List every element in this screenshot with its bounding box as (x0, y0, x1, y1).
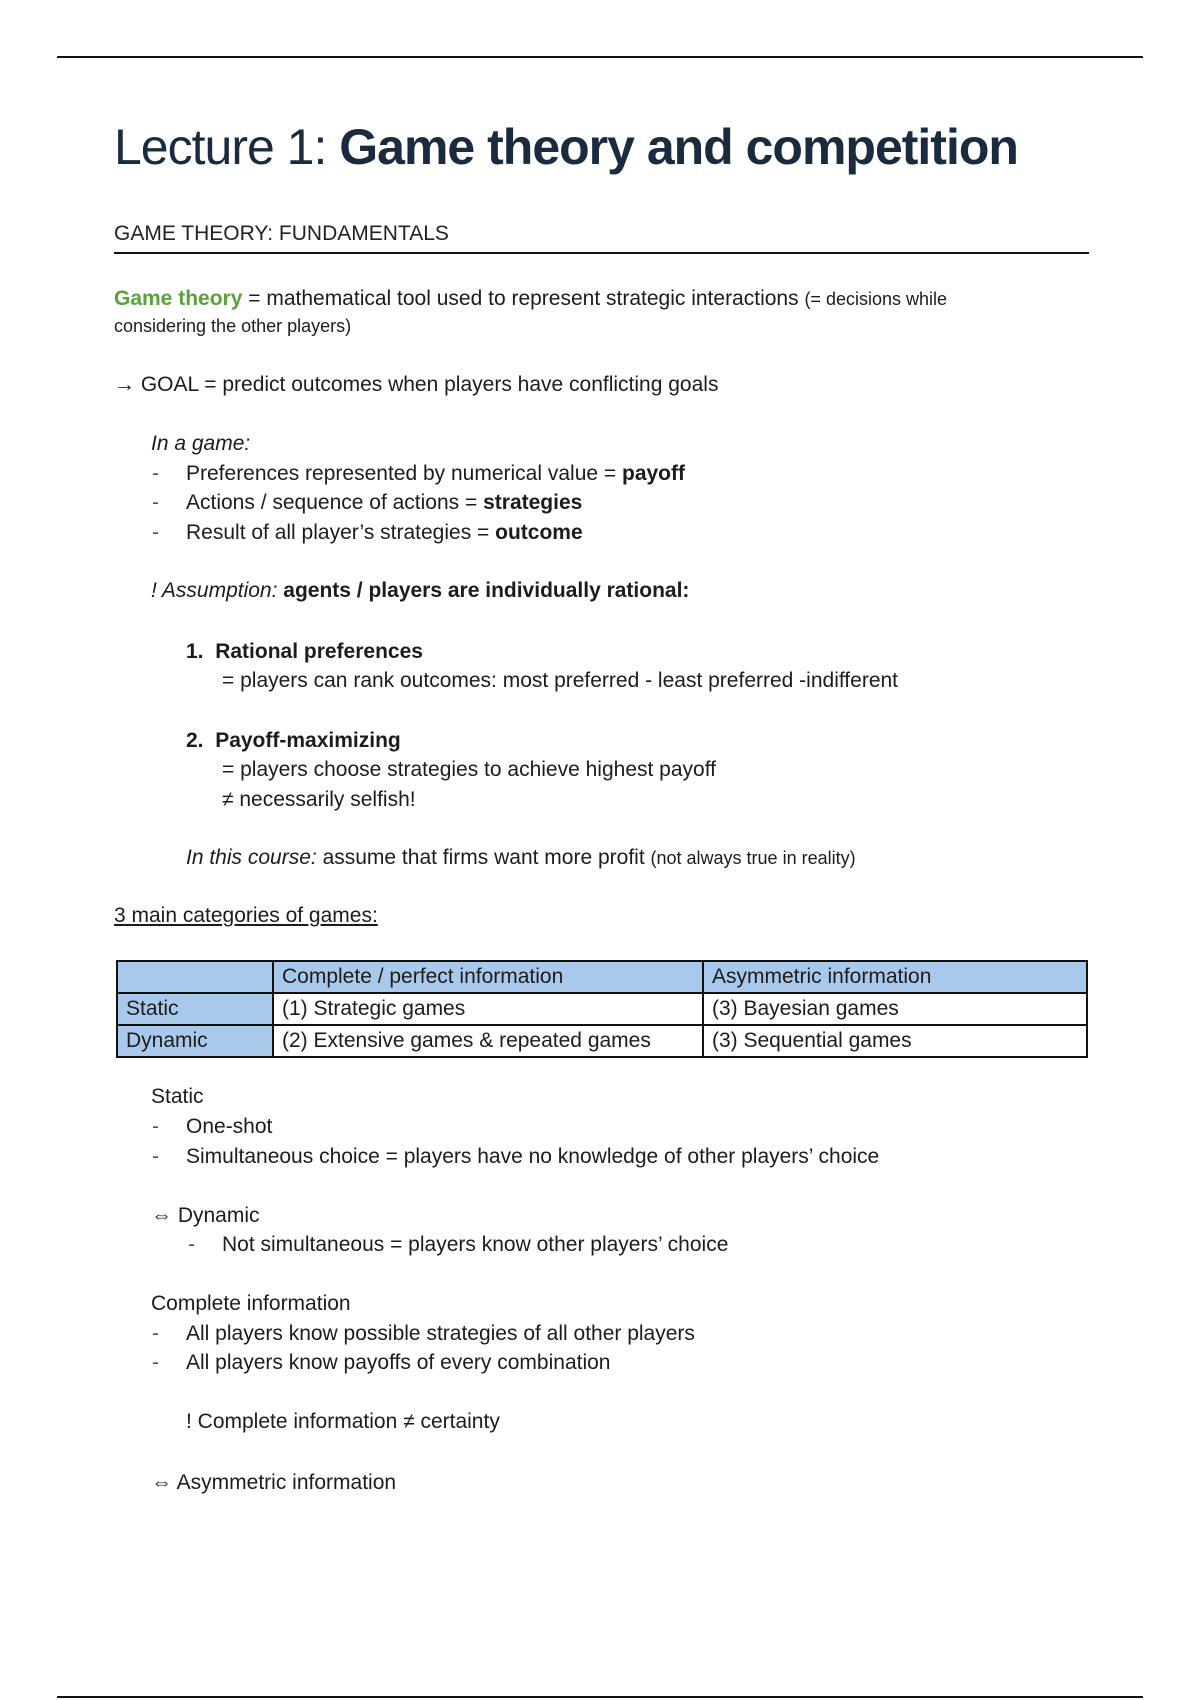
top-rule (57, 56, 1143, 58)
list-item-text: Not simultaneous = players know other players’ choice (222, 1233, 729, 1256)
definition-line (114, 286, 947, 311)
list-item-text: Preferences represented by numerical value = (186, 462, 622, 485)
list-item-text: All players know possible strategies of all other players (186, 1322, 695, 1345)
bottom-rule (57, 1696, 1143, 1698)
numbered-item-2-title (186, 728, 401, 753)
list-item-text: Actions / sequence of actions = (186, 491, 484, 514)
game-categories-table (116, 960, 1088, 1058)
list-item (152, 490, 583, 515)
goal-line: → GOAL = predict outcomes when players have conflicting goals (114, 373, 719, 396)
dash-bullet: - (152, 1115, 159, 1138)
dash-bullet: - (152, 1351, 159, 1374)
dash-bullet: - (152, 462, 159, 485)
table-header-row (117, 961, 1087, 993)
in-a-game-heading: In a game: (151, 432, 251, 455)
definition-note-continued: considering the other players) (114, 316, 352, 336)
list-item-text: Simultaneous choice = players have no knowledge of other players’ choice (186, 1145, 880, 1168)
list-item (188, 1232, 729, 1257)
table-cell: (3) Bayesian games (703, 993, 1087, 1025)
list-item (152, 1350, 611, 1375)
dash-bullet: - (152, 521, 159, 544)
course-line (186, 845, 856, 870)
list-item (152, 520, 583, 545)
dash-bullet: - (152, 1322, 159, 1345)
assumption-line (151, 578, 689, 603)
numbered-item-1-line: = players can rank outcomes: most preferred - least preferred -indifferent (222, 669, 899, 692)
table-cell: (3) Sequential games (703, 1025, 1087, 1057)
definition-note: (= decisions while (804, 289, 948, 309)
table-row-label: Static (117, 993, 273, 1025)
table-row (117, 993, 1087, 1025)
table-header-cell: Complete / perfect information (273, 961, 703, 993)
list-item (152, 1114, 273, 1139)
list-item-bold: strategies (483, 491, 583, 514)
dynamic-heading: ⇔ Dynamic (151, 1204, 260, 1227)
table-row-label: Dynamic (117, 1025, 273, 1057)
list-item-text: Result of all player’s strategies = (186, 521, 496, 544)
page-title (114, 118, 1018, 176)
list-item (152, 461, 685, 486)
list-item (152, 1321, 695, 1346)
item-number: 1. (186, 640, 204, 663)
complete-info-heading: Complete information (151, 1292, 351, 1315)
item-title: Rational preferences (215, 640, 423, 663)
numbered-item-2-line: = players choose strategies to achieve highest payoff (222, 758, 717, 781)
item-title: Payoff-maximizing (215, 729, 401, 752)
dash-bullet: - (152, 1145, 159, 1168)
definition-text: = mathematical tool used to represent strategic interactions (242, 287, 805, 310)
numbered-item-2-line: ≠ necessarily selfish! (222, 788, 416, 811)
asymmetric-heading: ⇔ Asymmetric information (151, 1471, 397, 1494)
assumption-text: agents / players are individually rational: (277, 579, 690, 602)
definition-term: Game theory (114, 287, 243, 310)
dash-bullet: - (188, 1233, 195, 1256)
list-item-bold: outcome (495, 521, 583, 544)
title-prefix: Lecture 1: (114, 119, 340, 175)
list-item-text: All players know payoffs of every combination (186, 1351, 611, 1374)
title-bold: Game theory and competition (339, 119, 1018, 175)
list-item-bold: payoff (622, 462, 685, 485)
categories-heading: 3 main categories of games: (114, 904, 378, 927)
table-cell: (1) Strategic games (273, 993, 703, 1025)
static-heading: Static (151, 1085, 204, 1108)
assumption-label: ! Assumption: (151, 579, 278, 602)
complete-info-note: ! Complete information ≠ certainty (186, 1410, 500, 1433)
table-header-cell: Asymmetric information (703, 961, 1087, 993)
dash-bullet: - (152, 491, 159, 514)
list-item (152, 1144, 880, 1169)
list-item-text: One-shot (186, 1115, 273, 1138)
item-number: 2. (186, 729, 204, 752)
course-text: assume that firms want more profit (316, 846, 651, 869)
course-note: (not always true in reality) (650, 848, 856, 868)
table-header-cell (117, 961, 273, 993)
table-cell: (2) Extensive games & repeated games (273, 1025, 703, 1057)
table-row (117, 1025, 1087, 1057)
numbered-item-1-title (186, 639, 423, 664)
section-heading: GAME THEORY: FUNDAMENTALS (114, 222, 1089, 254)
course-label: In this course: (186, 846, 317, 869)
